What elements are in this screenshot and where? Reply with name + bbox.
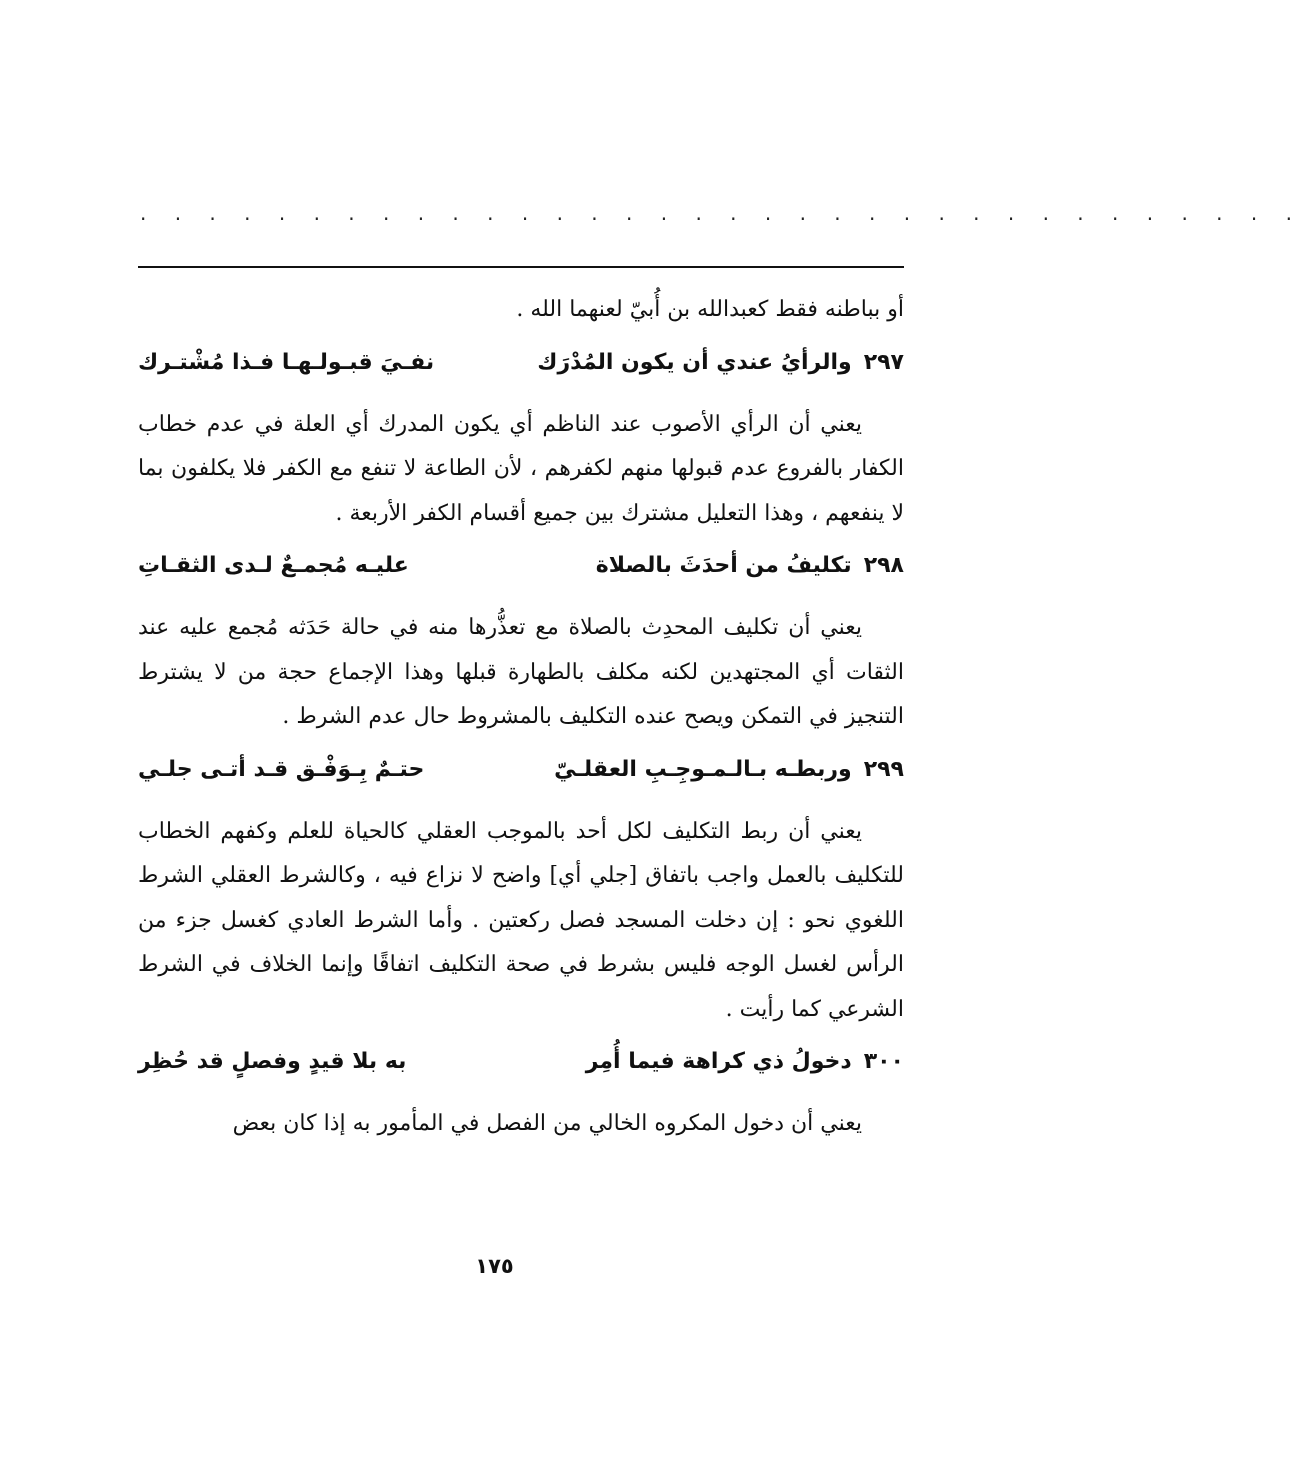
verse-line: [138, 538, 904, 594]
commentary-paragraph: أو بباطنه فقط كعبدالله بن أُبيّ لعنهما الله .: [516, 297, 904, 322]
verse-hemistich-second: به بلا قيدٍ وفصلٍ قد حُظِر: [138, 1049, 407, 1074]
header-rule: [138, 266, 904, 268]
verse-hemistich-first: دخولُ ذي كراهة فيما أُمِر: [585, 1049, 852, 1074]
verse-hemistich-first: تكليفُ من أحدَثَ بالصلاة: [595, 553, 852, 578]
commentary-paragraph: يعني أن ربط التكليف لكل أحد بالموجب العقلي كالحياة للعلم وكفهم الخطاب للتكليف بالعمل واجب باتفاق [جلي أي] واضح لا نزاع فيه ، وكالشرط العقلي الشرط اللغوي نحو : إن دخلت المسجد فصل ركعتين . وأما الشرط العادي كغسل جزء من الرأس لغسل الوجه فليس بشرط في صحة التكليف اتفاقًا وإنما الخلاف في الشرط الشرعي كما رأيت .: [138, 818, 904, 1022]
verse-line: [138, 335, 904, 391]
verse-hemistich-second: حتـمٌ بِـوَفْـق قـد أتـى جلـي: [138, 756, 425, 782]
verse-line: [138, 742, 904, 798]
verse-number: ٢٩٩: [863, 756, 904, 782]
verse-hemistich-first: والرأيُ عندي أن يكون المُدْرَك: [537, 349, 852, 375]
dotted-separator: . . . . . . . . . . . . . . . . . . . . . . . . . . . . . . . . . .: [140, 201, 1303, 225]
commentary-paragraph: يعني أن دخول المكروه الخالي من الفصل في المأمور به إذا كان بعض: [232, 1111, 862, 1136]
verse-number: ٢٩٧: [863, 349, 904, 375]
verse-hemistich-second: عليـه مُجمـعٌ لـدى الثقـاتِ: [138, 553, 409, 578]
verse-number: ٣٠٠: [863, 1049, 904, 1074]
page-number: ١٧٥: [475, 1254, 514, 1278]
commentary-paragraph: يعني أن تكليف المحدِث بالصلاة مع تعذُّرها منه في حالة حَدَثه مُجمع عليه عند الثقات أي المجتهدين لكنه مكلف بالطهارة قبلها وهذا الإجماع حجة من لا يشترط التنجيز في التمكن ويصح عنده التكليف بالمشروط حال عدم الشرط .: [138, 615, 904, 729]
verse-hemistich-second: نفـيَ قبـولـهـا فـذا مُشْتـرك: [138, 349, 435, 375]
verse-number: ٢٩٨: [863, 553, 904, 578]
verse-hemistich-first: وربطـه بـالـمـوجِـبِ العقلـيّ: [554, 756, 852, 782]
verse-line: [138, 1034, 904, 1090]
commentary-paragraph: يعني أن الرأي الأصوب عند الناظم أي يكون المدرك أي العلة في عدم خطاب الكفار بالفروع عدم قبولها منهم لكفرهم ، لأن الطاعة لا تنفع مع الكفر فلا يكلفون بما لا ينفعهم ، وهذا التعليل مشترك بين جميع أقسام الكفر الأربعة .: [138, 411, 904, 526]
page-body: [138, 288, 904, 1147]
